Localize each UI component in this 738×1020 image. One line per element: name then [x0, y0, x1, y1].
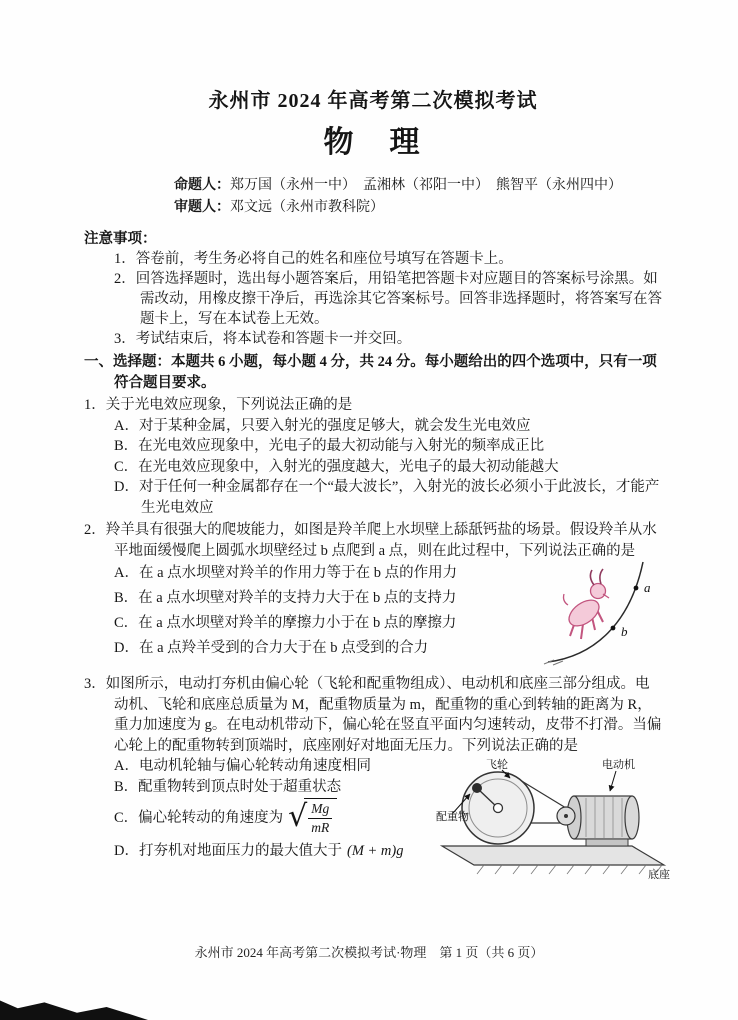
q2-stem: 2．羚羊具有很强大的爬坡能力，如图是羚羊爬上水坝壁上舔舐钙盐的场景。假设羚羊从水平地面缓慢爬上圆弧水坝壁经过 b 点爬到 a 点，则在此过程中，下列说法正确的是 [84, 522, 657, 559]
goat-dam-figure [542, 552, 668, 666]
section-heading: 一、选择题：本题共 6 小题，每小题 4 分，共 24 分。每小题给出的四个选项中，只有一项符合题目要求。 [84, 354, 657, 391]
q1-stem: 1．关于光电效应现象，下列说法正确的是 [84, 397, 353, 413]
goat-tail [564, 594, 569, 605]
point-a-dot [634, 586, 639, 591]
pulley-axle [564, 814, 568, 818]
motor [566, 796, 639, 846]
goat-horn [600, 569, 603, 584]
base-label: 底座 [648, 868, 670, 880]
q3-option-a: A．电动机轮轴与偏心轮转动角速度相同 [114, 758, 371, 774]
q1-option-a: A．对于某种金属，只要入射光的强度足够大，就会发生光电效应 [114, 417, 531, 434]
setters-line [174, 175, 662, 197]
question-1 [84, 395, 662, 518]
q2-option-c: C．在 a 点水坝壁对羚羊的摩擦力小于在 b 点的摩擦力 [114, 615, 457, 631]
radical-body [304, 798, 337, 838]
question-3 [84, 674, 670, 880]
goat-head [591, 584, 606, 599]
counterweight-dot [472, 783, 482, 793]
base-slab [442, 846, 664, 865]
q1-option-c: C．在光电效应现象中，入射光的强度越大，光电子的最大初动能越大 [114, 458, 559, 475]
q3-option-b: B．配重物转到顶点时处于超重状态 [114, 778, 342, 795]
q2-figure [542, 552, 668, 673]
reviewers-label: 审题人： [174, 200, 230, 215]
question-2 [84, 520, 662, 672]
q3-option-d-text: D．打夯机对地面压力的最大值大于 [114, 843, 342, 859]
scan-artifact [0, 994, 148, 1020]
q2-option-a: A．在 a 点水坝壁对羚羊的作用力等于在 b 点的作用力 [114, 565, 458, 581]
axle [494, 804, 503, 813]
motor-arrow [610, 771, 616, 791]
notice-item-2: 2．回答选择题时，选出每小题答案后，用铅笔把答题卡对应题目的答案标号涂黑。如需改动，用橡皮擦干净后，再选涂其它答案标号。回答非选择题时，将答案写在答题卡上，写在本试卷上无效。 [114, 271, 662, 327]
sqrt-formula [288, 798, 337, 838]
reviewers-names: 邓文远（永州市教科院） [230, 200, 384, 215]
q2-option-d: D．在 a 点羚羊受到的合力大于在 b 点受到的合力 [114, 640, 429, 656]
motor-cap-right [625, 796, 639, 839]
subject-title: 物 理 [323, 126, 423, 159]
setters-names: 郑万国（永州一中） 孟湘林（祁阳一中） 熊智平（永州四中） [230, 178, 622, 193]
goat-body [564, 595, 603, 631]
fraction [308, 801, 332, 835]
exam-title: 永州市 2024 年高考第二次模拟考试 [208, 90, 538, 112]
q3-figure [436, 758, 674, 887]
flywheel-label: 飞轮 [486, 758, 508, 771]
q2-option-b: B．在 a 点水坝壁对羚羊的支持力大于在 b 点的支持力 [114, 590, 457, 606]
weight-label: 配重物 [436, 810, 469, 823]
q3-option-d-formula: (M + m)g [346, 843, 404, 859]
notice-item-1: 1．答卷前，考生务必将自己的姓名和座位号填写在答题卡上。 [114, 251, 513, 267]
fraction-denominator: mR [311, 819, 330, 835]
q1-option-d: D．对于任何一种金属都存在一个“最大波长”，入射光的波长必须小于此波长，才能产生光电效应 [114, 479, 660, 516]
q3-stem: 3．如图所示，电动打夯机由偏心轮（飞轮和配重物组成）、电动机和底座三部分组成。电动机、飞轮和底座总质量为 M，配重物质量为 m，配重物的重心到转轴的距离为 R，重力加速度为 g。在电动机带动下，偏心轮在竖直平面内匀速转动，皮带不打滑。当偏心轮上的配重物转到顶端时，底座刚好对地面无压力。下列说法正确的是 [84, 676, 662, 754]
notice-item-3: 3．考试结束后，将本试卷和答题卡一并交回。 [114, 331, 412, 347]
goat-leg [581, 624, 583, 639]
flywheel [462, 772, 534, 844]
authors-block [174, 175, 662, 219]
page-footer: 永州市 2024 年高考第二次模拟考试·物理 第 1 页（共 6 页） [194, 945, 544, 960]
tamper-machine-figure [436, 758, 674, 880]
setters-label: 命题人： [174, 178, 230, 193]
base-hatching [477, 865, 662, 874]
motor-body [574, 796, 632, 839]
notice-list [114, 249, 662, 349]
reviewers-line [174, 197, 662, 219]
goat-horn [590, 570, 594, 585]
fraction-numerator: Mg [308, 801, 332, 819]
motor-mount [586, 839, 628, 846]
point-b-dot [611, 626, 616, 631]
notice-title: 注意事项： [84, 231, 157, 247]
radical-sign: √ [288, 798, 308, 834]
goat-illustration [564, 569, 610, 639]
point-b-label: b [621, 624, 628, 639]
q1-option-b: B．在光电效应现象中，光电子的最大初动能与入射光的频率成正比 [114, 438, 545, 454]
q1-options [114, 416, 662, 519]
motor-label: 电动机 [602, 758, 635, 771]
point-a-label: a [644, 580, 651, 595]
q3-option-c-text: C．偏心轮转动的角速度为 [114, 809, 284, 826]
